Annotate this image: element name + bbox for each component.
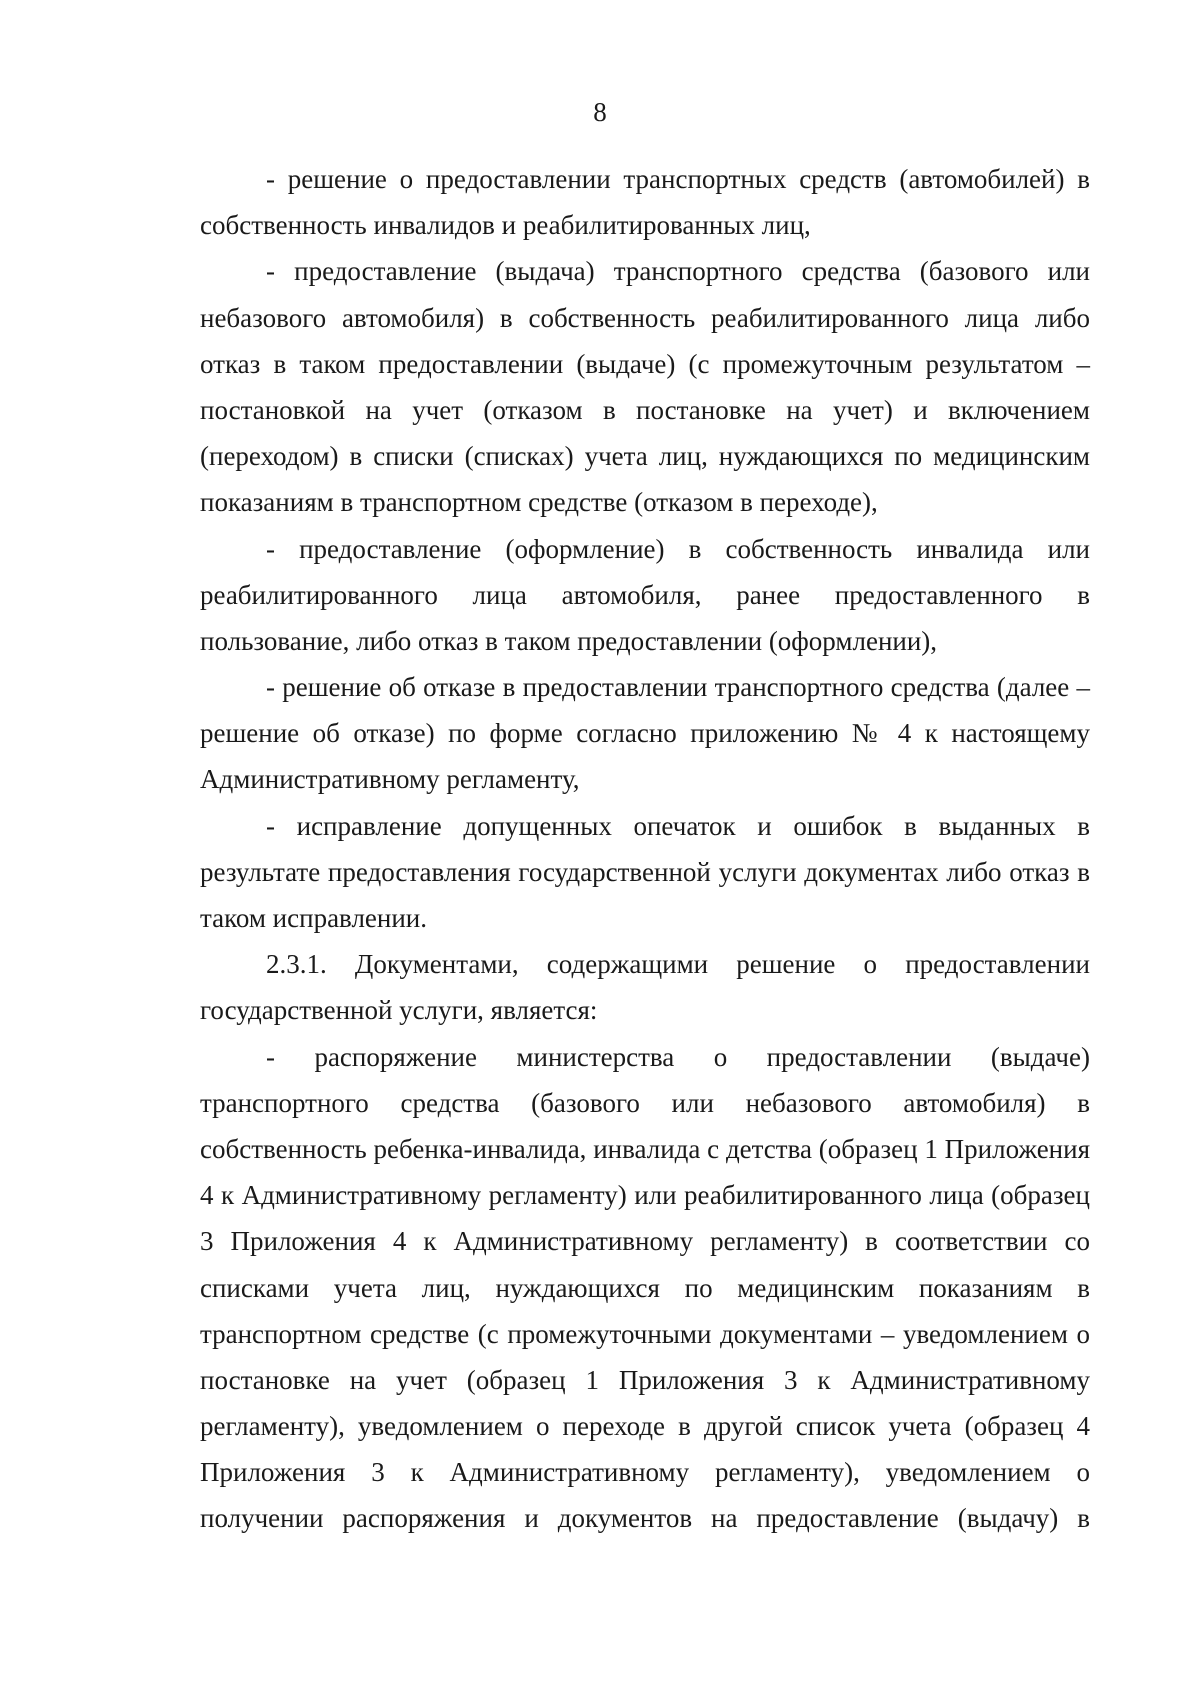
document-body — [200, 156, 1090, 1542]
text-line: постановке на учет (образец 1 Приложения 3 к Административному — [200, 1364, 1090, 1395]
text-line: - исправление допущенных опечаток и ошибок в выданных в — [266, 810, 1090, 841]
text-line: Приложения 3 к Административному регламенту), уведомлением о — [200, 1457, 1090, 1488]
text-line: реабилитированного лица автомобиля, ранее предоставленного в — [200, 579, 1090, 610]
text-line: таком исправлении. — [200, 903, 427, 933]
text-line: 3 Приложения 4 к Административному регламенту) в соответствии со — [200, 1226, 1090, 1257]
text-line: (переходом) в списки (списках) учета лиц, нуждающихся по медицинским — [200, 441, 1090, 472]
text-line: - решение об отказе в предоставлении транспортного средства (далее – — [266, 672, 1090, 703]
text-line: получении распоряжения и документов на предоставление (выдачу) в — [200, 1503, 1090, 1534]
text-line: - распоряжение министерства о предоставлении (выдаче) — [266, 1041, 1090, 1072]
text-line: результате предоставления государственной услуги документах либо отказ в — [200, 856, 1090, 887]
text-line: собственность инвалидов и реабилитированных лиц, — [200, 210, 811, 241]
text-line: списками учета лиц, нуждающихся по медицинским показаниям в — [200, 1272, 1090, 1303]
text-line: транспортного средства (базового или небазового автомобиля) в — [200, 1087, 1090, 1118]
text-line: Административному регламенту, — [200, 764, 580, 795]
text-line: государственной услуги, является: — [200, 995, 598, 1026]
text-line: показаниям в транспортном средстве (отказом в переходе), — [200, 487, 878, 518]
text-line: отказ в таком предоставлении (выдаче) (с промежуточным результатом – — [200, 348, 1090, 379]
text-line: регламенту), уведомлением о переходе в другой список учета (образец 4 — [200, 1411, 1090, 1442]
text-line: - решение о предоставлении транспортных средств (автомобилей) в — [266, 164, 1090, 194]
text-line: 4 к Административному регламенту) или реабилитированного лица (образец — [200, 1180, 1090, 1211]
text-line: транспортном средстве (с промежуточными документами – уведомлением о — [200, 1318, 1090, 1349]
text-line: небазового автомобиля) в собственность реабилитированного лица либо — [200, 302, 1090, 333]
page-number: 8 — [593, 97, 607, 127]
text-line: собственность ребенка-инвалида, инвалида с детства (образец 1 Приложения — [200, 1133, 1090, 1164]
text-line: - предоставление (оформление) в собственность инвалида или — [266, 533, 1090, 564]
text-line: решение об отказе) по форме согласно приложению № 4 к настоящему — [200, 718, 1090, 749]
text-line: постановкой на учет (отказом в постановке на учет) и включением — [200, 394, 1090, 425]
text-line: 2.3.1. Документами, содержащими решение о предоставлении — [266, 949, 1090, 980]
text-line: - предоставление (выдача) транспортного средства (базового или — [266, 256, 1090, 287]
text-line: пользование, либо отказ в таком предоставлении (оформлении), — [200, 625, 938, 656]
